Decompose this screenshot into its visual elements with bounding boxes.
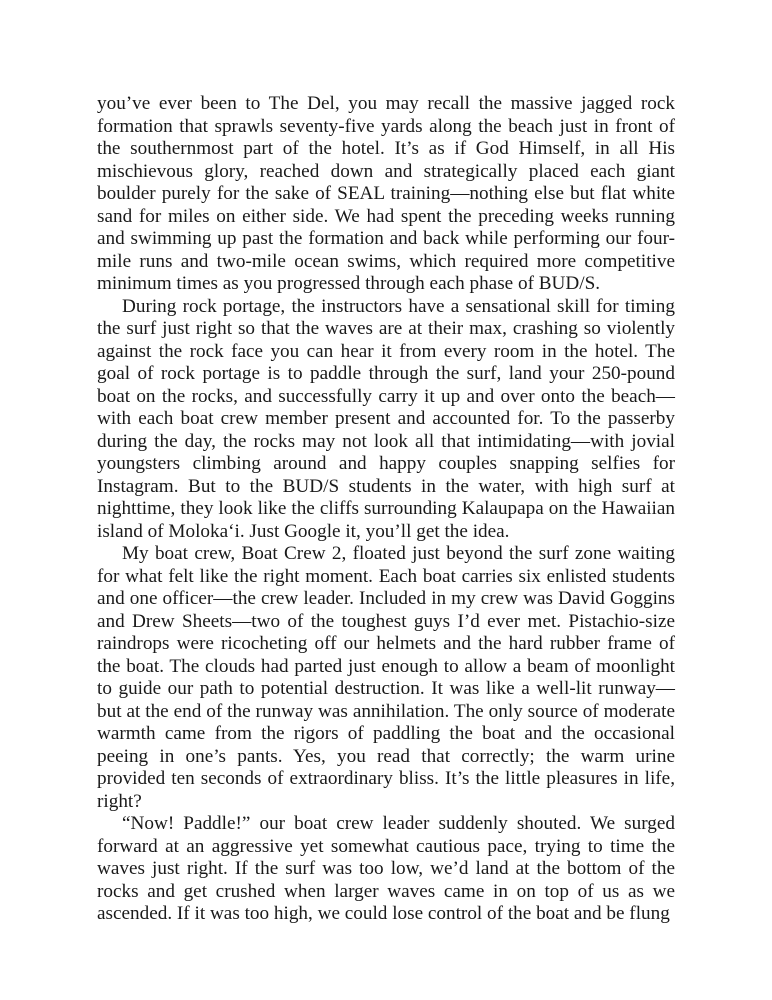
- paragraph-1: you’ve ever been to The Del, you may recall the massive jagged rock formation that sprawls seventy-five yards along the beach just in front of the southernmost part of the hotel. It’s as if God Himself, in all His mischievous glory, reached down and strategically placed each giant boulder purely for the sake of SEAL training—nothing else but flat white sand for miles on either side. We had spent the preceding weeks running and swimming up past the formation and back while performing our four-mile runs and two-mile ocean swims, which required more competitive minimum times as you progressed through each phase of BUD/S.: [97, 93, 675, 294]
- paragraph-2: During rock portage, the instructors have a sensational skill for timing the surf just right so that the waves are at their max, crashing so violently against the rock face you can hear it from every room in the hotel. The goal of rock portage is to paddle through the surf, land your 250-pound boat on the rocks, and successfully carry it up and over onto the beach—with each boat crew member present and accounted for. To the passerby during the day, the rocks may not look all that intimidating—with jovial youngsters climbing around and happy couples snapping selfies for Instagram. But to the BUD/S students in the water, with high surf at nighttime, they look like the cliffs surrounding Kalaupapa on the Hawaiian island of Moloka‘i. Just Google it, you’ll get the idea.: [97, 295, 675, 542]
- book-page: [97, 93, 675, 926]
- paragraph-4: “Now! Paddle!” our boat crew leader suddenly shouted. We surged forward at an aggressive yet somewhat cautious pace, trying to time the waves just right. If the surf was too low, we’d land at the bottom of the rocks and get crushed when larger waves came in on top of us as we ascended. If it was too high, we could lose control of the boat and be flung: [97, 813, 675, 924]
- paragraph-3: My boat crew, Boat Crew 2, floated just beyond the surf zone waiting for what felt like the right moment. Each boat carries six enlisted students and one officer—the crew leader. Included in my crew was David Goggins and Drew Sheets—two of the toughest guys I’d ever met. Pistachio-size raindrops were ricocheting off our helmets and the hard rubber frame of the boat. The clouds had parted just enough to allow a beam of moonlight to guide our path to potential destruction. It was like a well-lit runway—but at the end of the runway was annihilation. The only source of moderate warmth came from the rigors of paddling the boat and the occasional peeing in one’s pants. Yes, you read that correctly; the warm urine provided ten seconds of extraordinary bliss. It’s the little pleasures in life, right?: [97, 543, 675, 812]
